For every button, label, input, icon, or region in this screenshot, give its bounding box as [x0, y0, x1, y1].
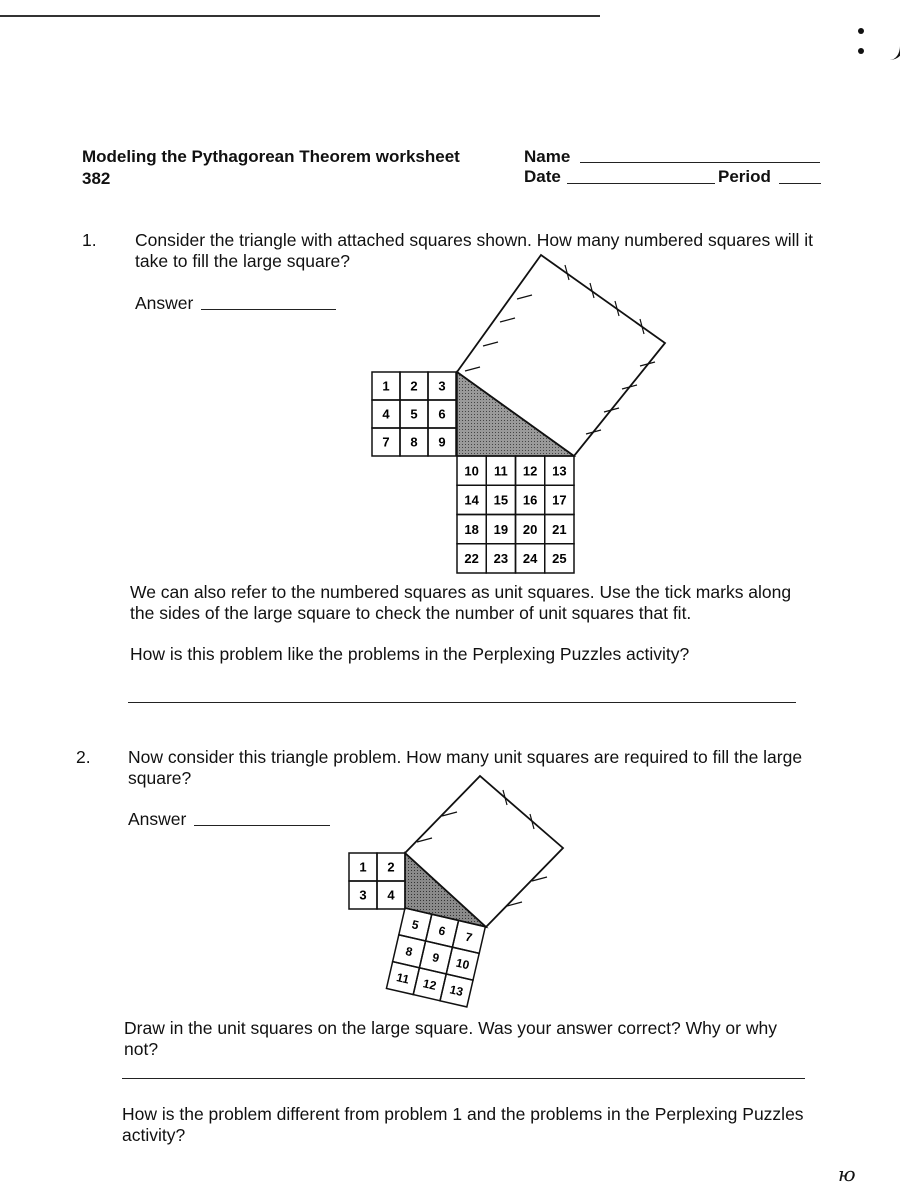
unit-square-label: 25: [552, 551, 567, 567]
unit-square-label: 5: [410, 406, 418, 422]
unit-square-label: 13: [552, 463, 567, 479]
unit-square-label: 3: [438, 378, 446, 394]
unit-square-label: 14: [464, 492, 479, 508]
unit-square-label: 3: [359, 887, 367, 903]
unit-square-label: 15: [493, 492, 509, 508]
unit-square-label: 7: [382, 434, 390, 450]
unit-square-label: 6: [438, 406, 446, 422]
problem-2-question: Now consider this triangle problem. How many unit squares are required to fill the large square?: [128, 747, 803, 788]
unit-square-label: 16: [522, 492, 538, 508]
unit-square-label: 12: [421, 976, 438, 993]
problem-2-followup: How is the problem different from problem 1 and the problems in the Perplexing Puzzles activity?: [122, 1104, 804, 1145]
unit-square-label: 18: [464, 521, 479, 537]
date-label: Date: [524, 167, 561, 186]
unit-square-label: 23: [493, 551, 509, 567]
page-reference: 382: [82, 169, 111, 188]
unit-square-label: 2: [387, 859, 395, 875]
problem-1-followup: How is this problem like the problems in the Perplexing Puzzles activity?: [130, 644, 690, 664]
unit-square-label: 21: [552, 521, 567, 537]
small-square-grid: [349, 853, 405, 909]
unit-square-label: 10: [464, 463, 479, 479]
unit-square-label: 1: [359, 859, 367, 875]
unit-square-label: 4: [382, 406, 390, 422]
unit-square-label: 4: [387, 887, 395, 903]
problem-1-question: Consider the triangle with attached squares shown. How many numbered squares will it take to fill the large square?: [135, 230, 813, 271]
name-label: Name: [524, 147, 571, 166]
medium-square-grid: [386, 908, 485, 1007]
unit-square-label: 2: [410, 378, 418, 394]
unit-square-label: 22: [464, 551, 479, 567]
unit-square-label: 17: [552, 492, 567, 508]
problem-1-number: 1.: [82, 230, 97, 250]
unit-square-label: 6: [437, 923, 447, 939]
unit-square-label: 19: [493, 521, 509, 537]
problem-1-answer-label: Answer: [135, 293, 194, 313]
corner-handwritten-mark: ю: [838, 1162, 856, 1186]
unit-square-label: 5: [410, 917, 421, 933]
unit-square-label: 20: [522, 521, 538, 537]
problem-2-answer-label: Answer: [128, 809, 187, 829]
unit-square-label: 10: [454, 955, 471, 973]
unit-square-label: 9: [431, 950, 441, 966]
worksheet-title: Modeling the Pythagorean Theorem worksheet: [82, 147, 460, 166]
period-label: Period: [718, 167, 771, 186]
unit-square-label: 12: [522, 463, 538, 479]
unit-square-label: 11: [395, 970, 411, 987]
problem-1-note: We can also refer to the numbered squares as unit squares. Use the tick marks along the sides of the large square to check the number of unit squares that fit.: [130, 582, 792, 623]
unit-square-label: 1: [382, 378, 390, 394]
problem-2-instruction-line[interactable]: [122, 1078, 805, 1079]
unit-square-label: 9: [438, 434, 446, 450]
unit-square-label: 8: [410, 434, 418, 450]
unit-square-label: 11: [494, 463, 508, 479]
problem-2-instruction: Draw in the unit squares on the large square. Was your answer correct? Why or why not?: [124, 1018, 777, 1059]
problem-2-number: 2.: [76, 747, 91, 767]
unit-square-label: 8: [404, 944, 414, 960]
unit-square-label: 13: [448, 982, 465, 1000]
unit-square-label: 7: [463, 929, 474, 945]
unit-square-label: 24: [522, 551, 538, 567]
